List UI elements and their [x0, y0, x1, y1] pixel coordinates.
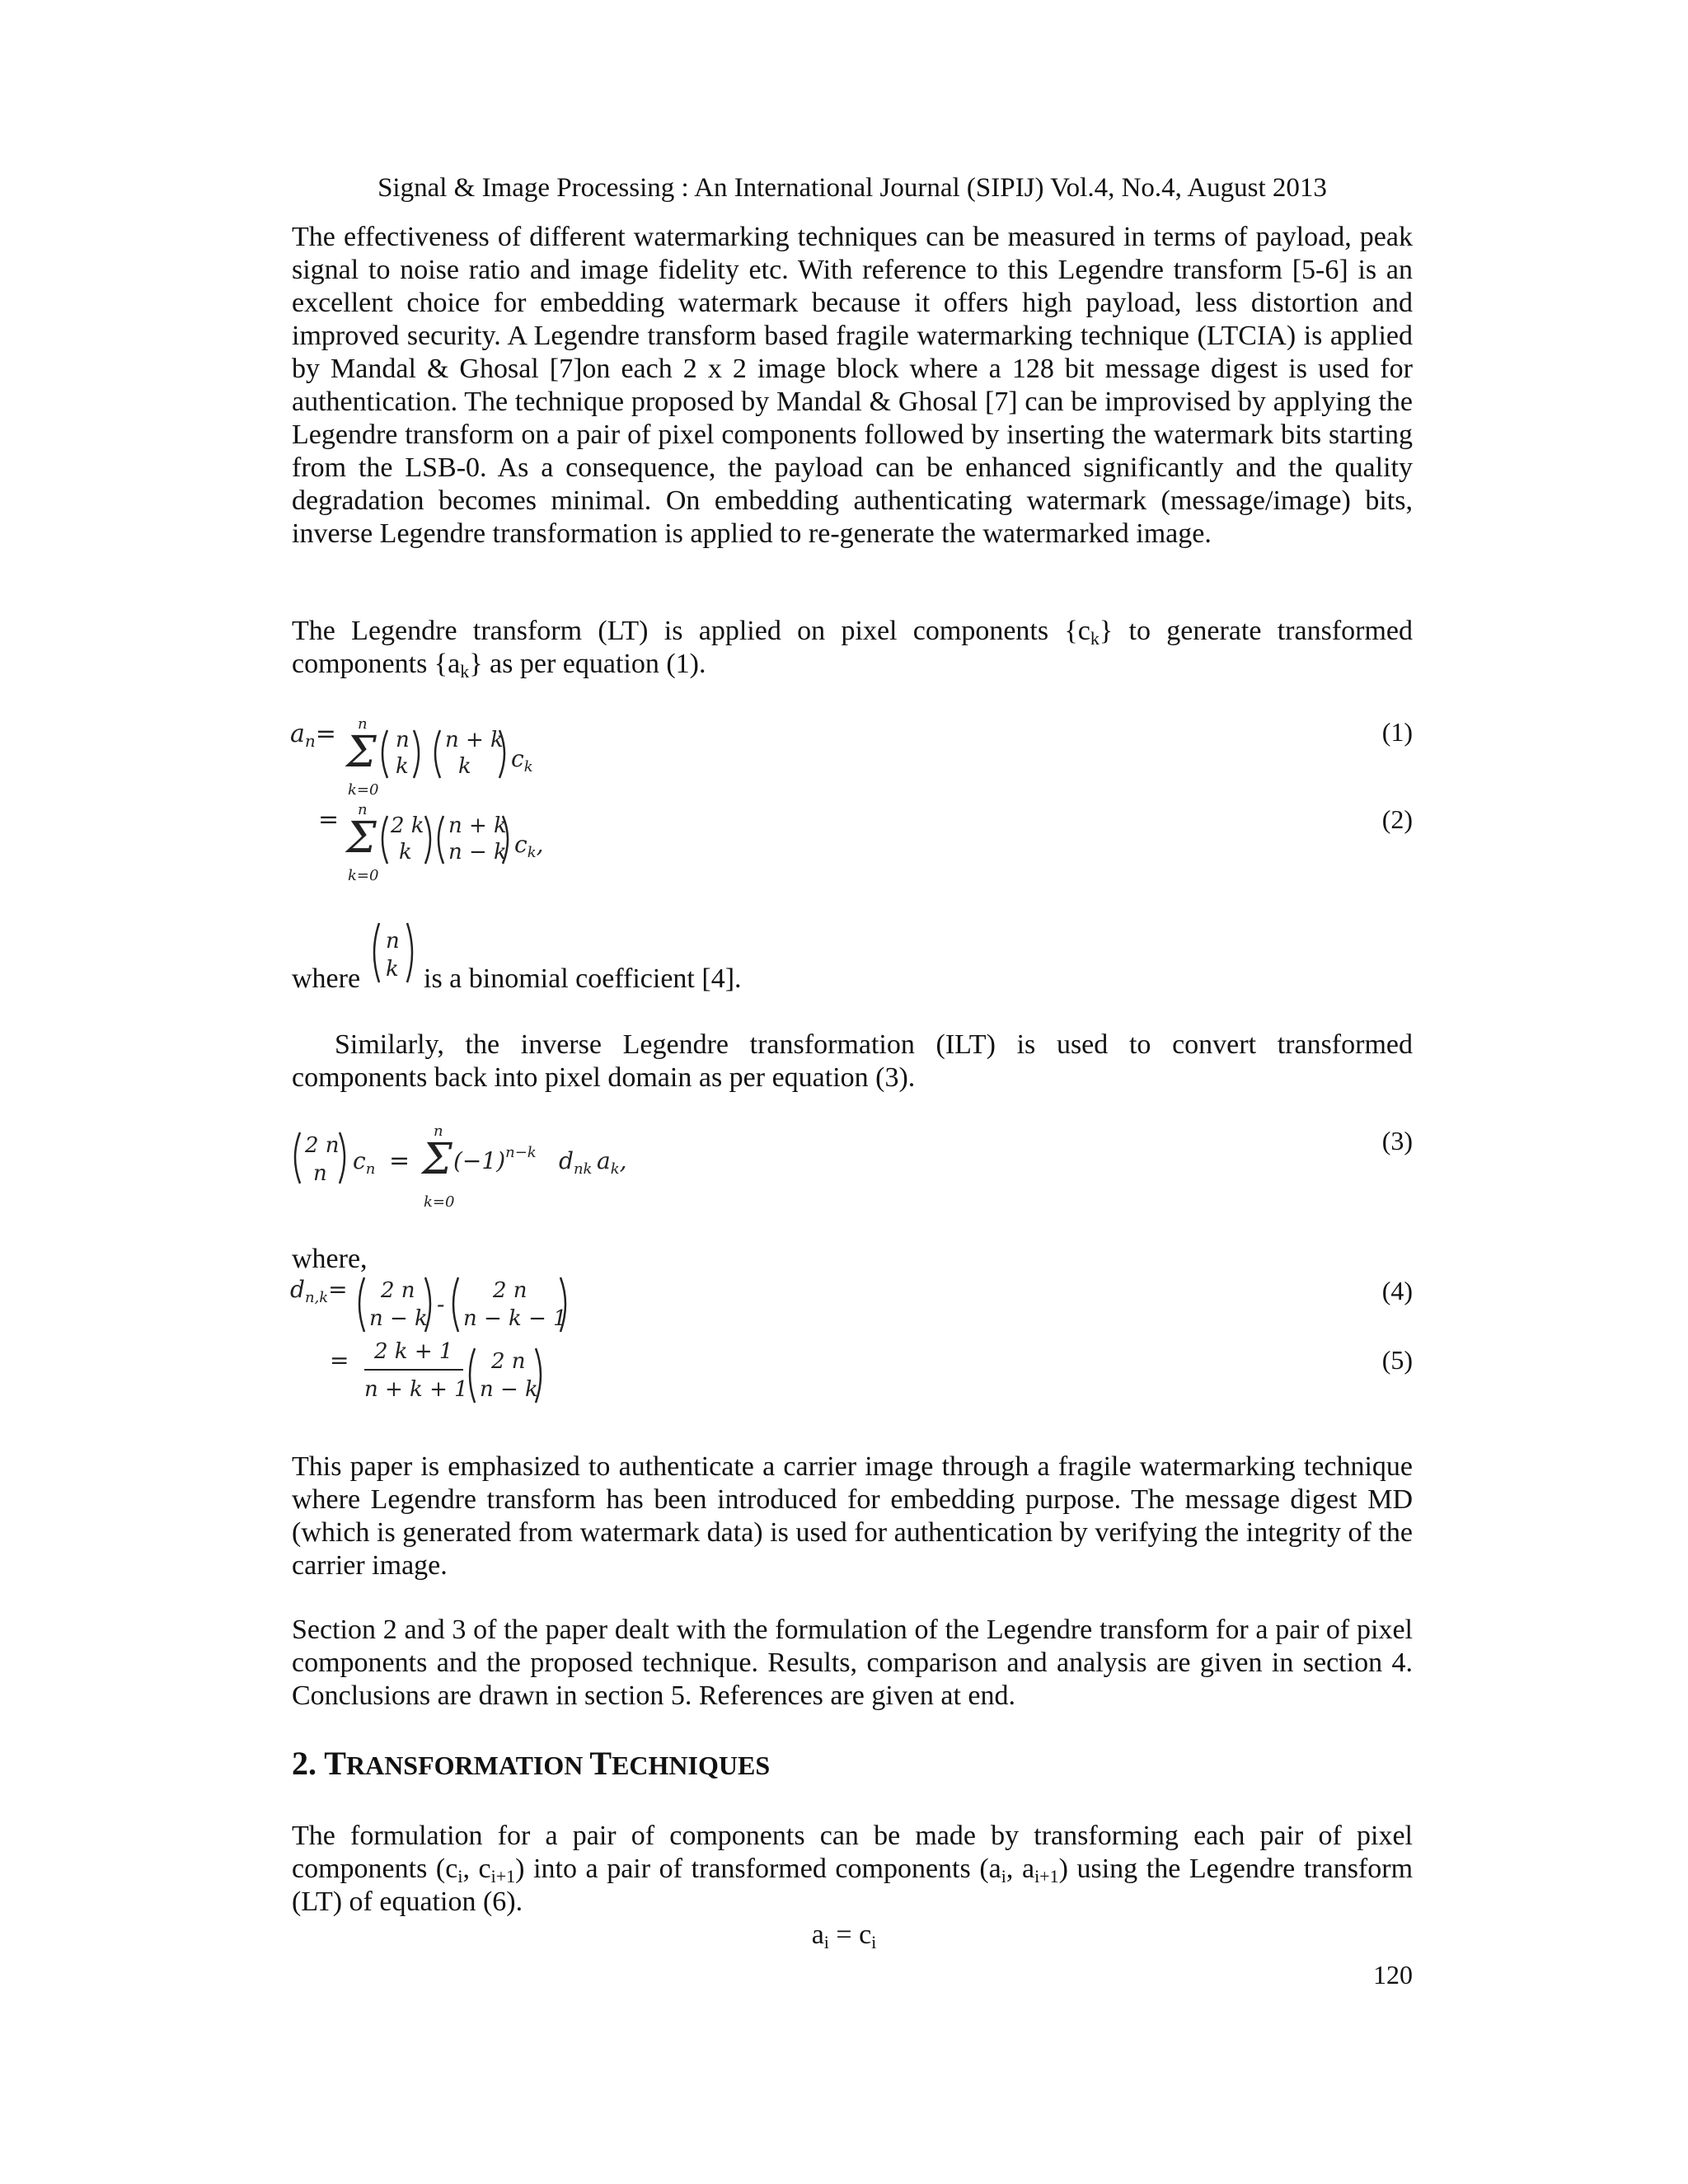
svg-text:k: k [399, 840, 412, 865]
paragraph-intro: The effectiveness of different watermarking techniques can be measured in terms of payload, peak signal to noise ratio and image fidelity etc. With reference to this Legendre transform [5-6] is an excellent choice for embedding watermark because it offers high payload, less distortion and improved security. A Legendre transform based fragile watermarking technique (LTCIA) is applied by Mandal & Ghosal [7]on each 2 x 2 image block where a 128 bit message digest is used for authentication. The technique proposed by Mandal & Ghosal [7] can be improvised by applying the Legendre transform on a pair of pixel components followed by inserting the watermark bits starting from the LSB-0. As a consequence, the payload can be enhanced significantly and the quality degradation becomes minimal. On embedding authenticating watermark (message/image) bits, inverse Legendre transformation is applied to re-generate the watermarked image. [292, 222, 1413, 549]
where-label-2: where, [292, 1244, 368, 1274]
paragraph-lt-definition: The Legendre transform (LT) is applied on pixel components $\{c_k\}$ to generate transformed components $\{a_k\}$ as per equation (1). [292, 616, 1414, 682]
equation-number-3: (3) [1381, 1126, 1413, 1155]
paragraph-paper-aim: This paper is emphasized to authenticate a carrier image through a fragile watermarking technique where Legendre transform has been introduced for embedding purpose. The message digest MD (which is generated from watermark data) is used for authentication by verifying the integrity of the carrier image. [292, 1451, 1413, 1581]
svg-text:-: - [437, 1291, 445, 1318]
svg-text:k=0: k=0 [348, 867, 379, 884]
svg-text:=: = [318, 805, 340, 834]
equation-number-5: (5) [1381, 1345, 1413, 1375]
svg-text:Σ: Σ [346, 813, 377, 863]
svg-text:ck: $c_k$ [511, 745, 533, 776]
svg-text:n: n [358, 801, 368, 818]
svg-text:2 n: 2 n [381, 1278, 415, 1303]
svg-text:n: n [358, 715, 368, 733]
equation-1-2 [288, 714, 602, 899]
svg-text:=: = [389, 1146, 410, 1175]
svg-text:n + k + 1: n + k + 1 [364, 1377, 468, 1402]
equation-number-1: (1) [1381, 717, 1413, 747]
equation-6-first-line: $a_i = c_i$ [811, 1919, 877, 1952]
binomial-coefficient-symbol [368, 920, 425, 987]
svg-text:cn: $c_n$ [353, 1147, 376, 1178]
svg-text:n − k: n − k [480, 1377, 538, 1402]
binomial-coefficient-text: is a binomial coefficient [4]. [424, 963, 742, 994]
paragraph-formulation: The formulation for a pair of components can be made by transforming each pair of pixel components ($c_i$, $c_{i+1}$) into a pair of transformed components ($a_i$, $a_{i+1}$) using the Legendre transform (LT) of equation (6). [292, 1821, 1414, 1917]
svg-text:k: k [386, 957, 399, 982]
svg-text:k=0: k=0 [348, 781, 379, 799]
svg-text:n: n [434, 1122, 443, 1140]
equation-4-5 [288, 1272, 618, 1421]
svg-text:n − k: n − k [448, 840, 507, 865]
svg-text:2 n: 2 n [491, 1349, 526, 1374]
svg-text:2 k + 1: 2 k + 1 [374, 1339, 453, 1364]
svg-text:k=0: k=0 [424, 1193, 455, 1211]
svg-text:2 n: 2 n [305, 1133, 340, 1158]
equation-number-2: (2) [1381, 804, 1413, 834]
running-header: Signal & Image Processing : An International Journal (SIPIJ) Vol.4, No.4, August 2013 [377, 173, 1327, 203]
svg-text:n: n [396, 728, 410, 752]
svg-text:n: n [386, 929, 400, 954]
svg-text:=: = [330, 1347, 349, 1374]
svg-text:n + k: n + k [448, 813, 507, 838]
svg-text:2 k: 2 k [391, 813, 424, 838]
paragraph-paper-outline: Section 2 and 3 of the paper dealt with the formulation of the Legendre transform for a pair of pixel components and the proposed technique. Results, comparison and analysis are given in section 4. Conclusions are drawn in section 5. References are given at end. [292, 1615, 1413, 1711]
svg-text:dn,k=: $d_{n,k}=$ [290, 1276, 348, 1306]
svg-text:n − k − 1: n − k − 1 [463, 1306, 567, 1331]
svg-text:n: n [313, 1161, 327, 1186]
svg-text:k: k [396, 754, 409, 779]
page-number: 120 [1373, 1960, 1413, 1990]
section-heading-2: 2. TRANSFORMATION TECHNIQUES [292, 1745, 771, 1782]
paragraph-ilt: Similarly, the inverse Legendre transformation (ILT) is used to convert transformed components back into pixel domain as per equation (3). [292, 1029, 1413, 1093]
svg-text:ak,: $a_k$, [597, 1147, 627, 1178]
where-label: where [292, 963, 361, 994]
svg-text:k: k [458, 754, 471, 779]
svg-text:n + k: n + k [445, 728, 504, 752]
equation-number-4: (4) [1381, 1276, 1413, 1305]
svg-text:Σ: Σ [346, 728, 377, 777]
svg-text:ck,: $c_k$, [514, 831, 544, 861]
svg-text:2 n: 2 n [493, 1278, 528, 1303]
svg-text:an=: $a_n=$ [290, 719, 336, 751]
svg-text:dnk: $d_{nk}$ [559, 1147, 593, 1178]
svg-text:n − k: n − k [369, 1306, 428, 1331]
equation-3 [288, 1121, 635, 1218]
svg-text:Σ: Σ [422, 1135, 452, 1184]
svg-text:(−1)n−k: $(-1)^{n-k}$ [453, 1144, 537, 1174]
